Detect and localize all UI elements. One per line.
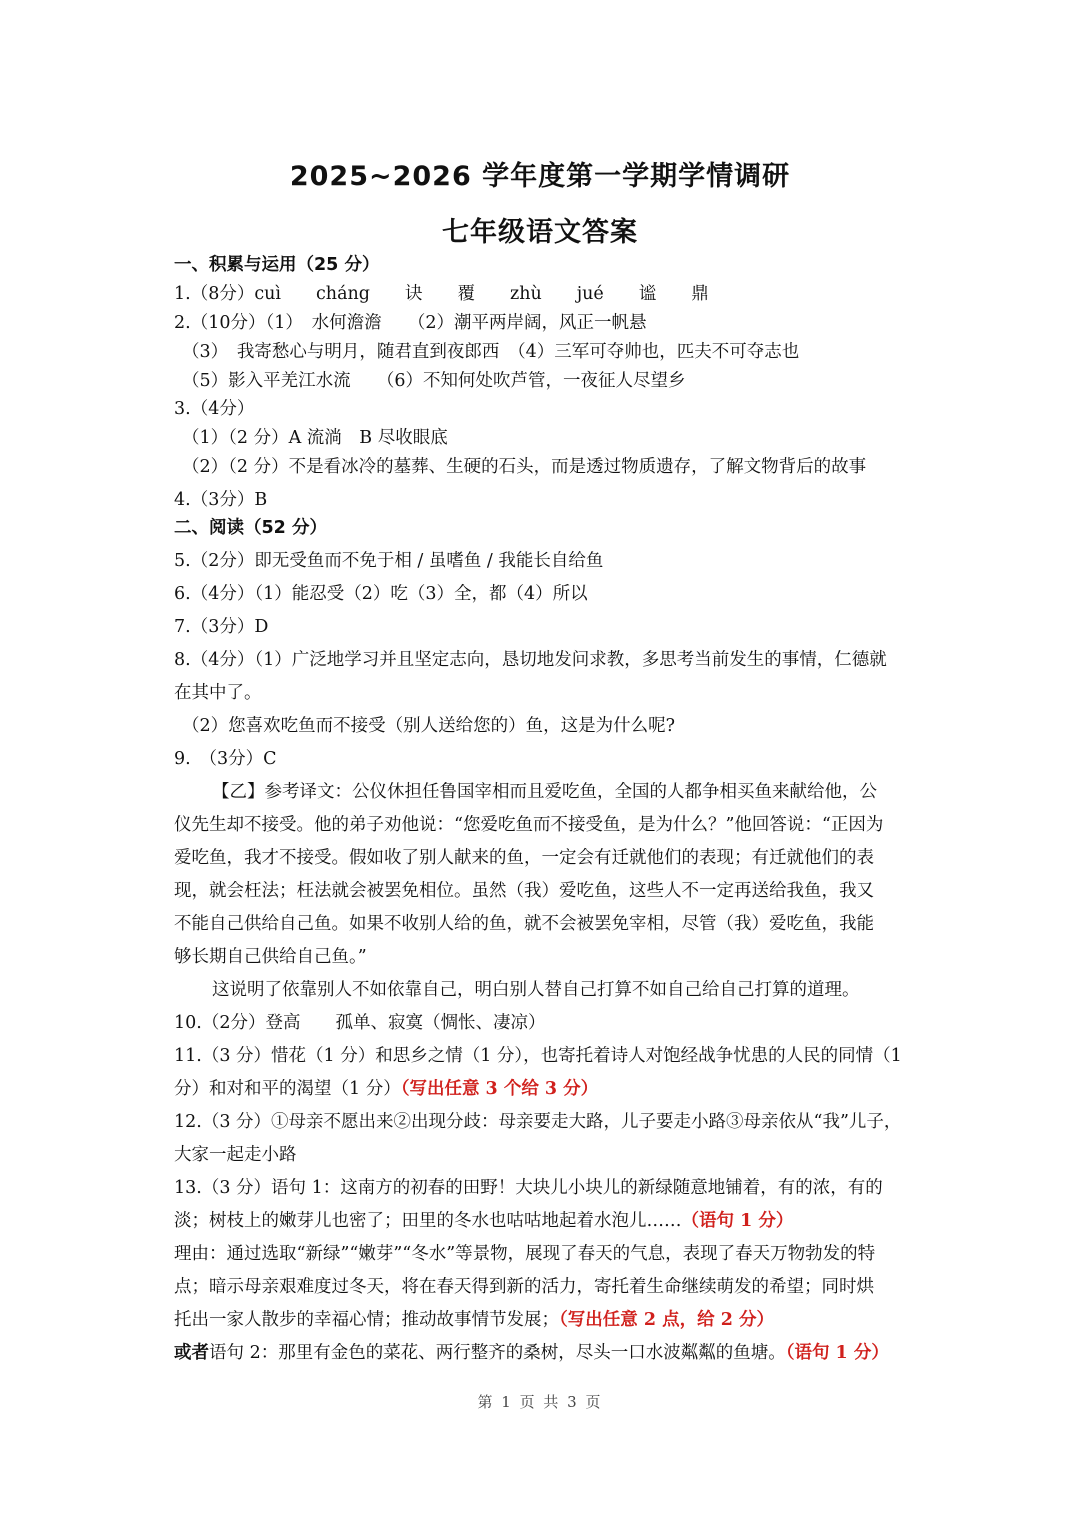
answer-line: （2）（2 分）不是看冰冷的墓葬、生硬的石头，而是透过物质遗存，了解文物背后的故事 bbox=[182, 457, 867, 477]
answer-line: 12.（3 分）①母亲不愿出来②出现分歧：母亲要走大路，儿子要走小路③母亲依从“我”儿子， bbox=[174, 1112, 902, 1132]
answer-line: 8.（4分）（1）广泛地学习并且坚定志向，恳切地发问求教，多思考当前发生的事情，仁德就 bbox=[174, 650, 887, 670]
answer-line: 1.（8分）cuì cháng 诀 覆 zhù jué 谧 鼎 bbox=[174, 284, 709, 304]
section-heading-2: 二、阅读（52 分） bbox=[174, 518, 327, 538]
scoring-note: （语句 1 分） bbox=[681, 1211, 794, 1231]
page-footer: 第 1 页 共 3 页 bbox=[477, 1393, 603, 1411]
scoring-note: （写出任意 3 个给 3 分） bbox=[400, 1079, 599, 1099]
answer-line: （3） 我寄愁心与明月，随君直到夜郎西 （4）三军可夺帅也，匹夫不可夺志也 bbox=[182, 342, 800, 362]
section-heading-1: 一、积累与运用（25 分） bbox=[174, 255, 380, 275]
answer-line: 理由：通过选取“新绿”“嫩芽”“冬水”等景物，展现了春天的气息，表现了春天万物勃发的特 bbox=[174, 1244, 876, 1264]
answer-line: 3.（4分） bbox=[174, 399, 255, 419]
translation-line: 这说明了依靠别人不如依靠自己，明白别人替自己打算不如自己给自己打算的道理。 bbox=[212, 980, 860, 1000]
translation-line: 够长期自己供给自己鱼。” bbox=[174, 947, 367, 967]
translation-line: 仪先生却不接受。他的弟子劝他说：“您爱吃鱼而不接受鱼，是为什么？”他回答说：“正因为 bbox=[174, 815, 884, 835]
answer-line: 在其中了。 bbox=[174, 683, 262, 703]
answer-line: （5）影入平羌江水流 （6）不知何处吹芦管，一夜征人尽望乡 bbox=[182, 371, 686, 391]
answer-line: 11.（3 分）惜花（1 分）和思乡之情（1 分），也寄托着诗人对饱经战争忧患的人民的同情（1 bbox=[174, 1046, 902, 1066]
scoring-note: （写出任意 2 点，给 2 分） bbox=[559, 1310, 774, 1330]
answer-line: 7.（3分）D bbox=[174, 617, 269, 637]
answer-line: 13.（3 分）语句 1：这南方的初春的田野！大块儿小块儿的新绿随意地铺着，有的浓，有的 bbox=[174, 1178, 883, 1198]
answer-line: （2）您喜欢吃鱼而不接受（别人送给您的）鱼，这是为什么呢? bbox=[182, 716, 676, 736]
scoring-note: （语句 1 分） bbox=[785, 1343, 889, 1363]
answer-line: 6.（4分）（1）能忍受（2）吃（3）全，都（4）所以 bbox=[174, 584, 588, 604]
answer-line: 4.（3分）B bbox=[174, 490, 268, 510]
answer-line: 淡；树枝上的嫩芽儿也密了；田里的冬水也咕咕地起着水泡儿……（语句 1 分） bbox=[174, 1211, 794, 1231]
answer-line: 大家一起走小路 bbox=[174, 1145, 297, 1165]
translation-line: 【乙】参考译文：公仪休担任鲁国宰相而且爱吃鱼，全国的人都争相买鱼来献给他，公 bbox=[212, 782, 877, 802]
answer-line: 2.（10分）（1） 水何澹澹 （2）潮平两岸阔，风正一帆悬 bbox=[174, 313, 647, 333]
document-subtitle: 七年级语文答案 bbox=[442, 217, 638, 248]
document-title: 2025~2026 学年度第一学期学情调研 bbox=[289, 161, 791, 192]
translation-line: 现，就会枉法；枉法就会被罢免相位。虽然（我）爱吃鱼，这些人不一定再送给我鱼，我又 bbox=[174, 881, 874, 901]
answer-line: 9. （3分）C bbox=[174, 749, 277, 769]
answer-line: （1）（2 分）A 流淌 B 尽收眼底 bbox=[182, 428, 448, 448]
answer-line: 分）和对和平的渴望（1 分）（写出任意 3 个给 3 分） bbox=[174, 1079, 599, 1099]
answer-line: 点；暗示母亲艰难度过冬天，将在春天得到新的活力，寄托着生命继续萌发的希望；同时烘 bbox=[174, 1277, 874, 1297]
answer-line: 或者语句 2：那里有金色的菜花、两行整齐的桑树，尽头一口水波粼粼的鱼塘。（语句 1 分） bbox=[174, 1343, 889, 1363]
translation-line: 不能自己供给自己鱼。如果不收别人给的鱼，就不会被罢免宰相，尽管（我）爱吃鱼，我能 bbox=[174, 914, 874, 934]
answer-line: 10.（2分）登高 孤单、寂寞（惆怅、凄凉） bbox=[174, 1013, 546, 1033]
answer-line: 5.（2分）即无受鱼而不免于相 / 虽嗜鱼 / 我能长自给鱼 bbox=[174, 551, 604, 571]
answer-line: 托出一家人散步的幸福心情；推动故事情节发展；（写出任意 2 点，给 2 分） bbox=[174, 1310, 774, 1330]
translation-line: 爱吃鱼，我才不接受。假如收了别人献来的鱼，一定会有迁就他们的表现；有迁就他们的表 bbox=[174, 848, 874, 868]
